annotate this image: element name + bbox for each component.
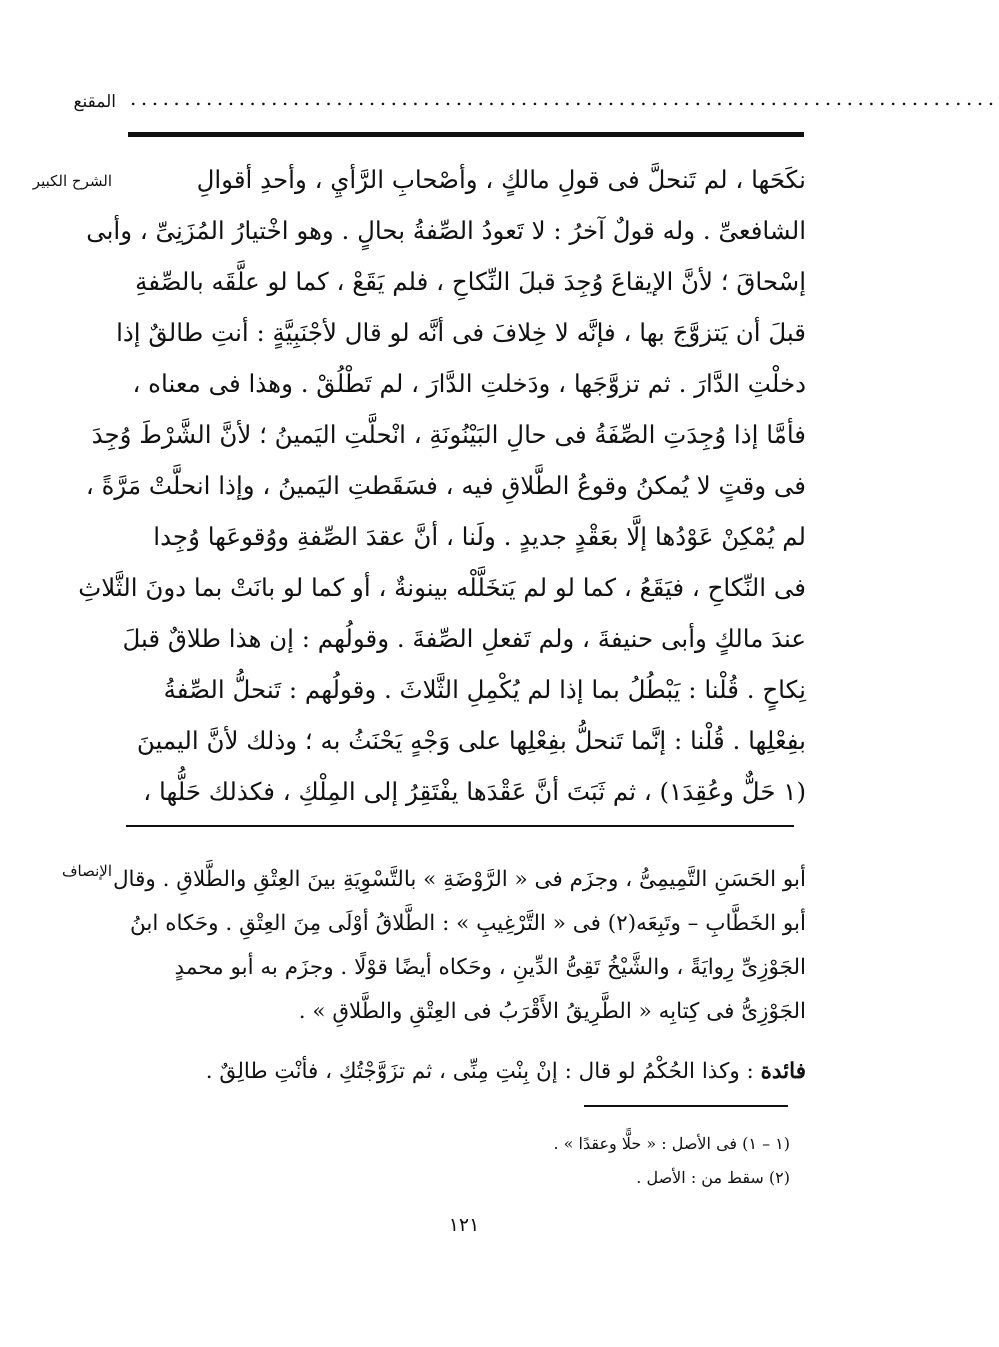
sharh-line: نكَحَها ، لم تَنحلَّ فى قولِ مالكٍ ، وأصْحابِ الرَّأيِ ، وأحدِ أقوالِ: [196, 165, 806, 194]
sharh-line: فى النِّكاحِ ، فيَقَعُ ، كما لو لم يَتخَلَّلْه بينونةٌ ، أو كما لو بانَتْ بما دونَ الثَّلاثِ: [78, 573, 806, 602]
sharh-line: نِكاحٍ . قُلْنا : يَبْطُلُ بما إذا لم يُكْمِلِ الثَّلاثَ . وقولُهم : تَنحلُّ الصِّفةُ: [163, 675, 806, 704]
sharh-line: إسْحاقَ ؛ لأنَّ الإيقاعَ وُجِدَ قبلَ النِّكاحِ ، فلم يَقَعْ ، كما لو علَّقَه بالصِّفةِ: [135, 267, 806, 296]
header-rule: [128, 132, 804, 137]
insaf-line: أبو الخَطَّابِ – وتَبِعَه(٢) فى « التَّرْغِيبِ » : الطَّلاقُ أوْلَى مِنَ العِتْقِ . وحَكاه ابنُ: [130, 911, 806, 936]
sharh-line: عندَ مالكٍ وأبى حنيفةَ ، ولم تَفعلِ الصِّفةَ . وقولُهم : إن هذا طلاقٌ قبلَ: [122, 624, 806, 653]
faida-label: فائدة: [760, 1059, 806, 1084]
insaf-line: أبو الحَسَنِ التَّمِيمِىُّ ، وجزَم فى « الرَّوْضَةِ » بالتَّسْوِيَةِ بينَ العِتْقِ والطَّلاقِ . وقال: [112, 867, 806, 892]
insaf-text-block: [112, 858, 806, 1034]
sharh-line: بفِعْلِها . قُلْنا : إنَّما تَنحلُّ بفِعْلِها على وَجْهٍ يَحْنَثُ به ؛ وذلك لأنَّ اليمينَ: [136, 726, 806, 755]
faida-paragraph: [118, 1050, 806, 1094]
sharh-line: الشافعىِّ . وله قولٌ آخرُ : لا تَعودُ الصِّفةُ بحالٍ . وهو اخْتيارُ المُزَنِىِّ ، وأبى: [86, 216, 806, 245]
sharh-line: (١ حَلٌّ وعُقِدَ١) ، ثم ثَبَتَ أنَّ عَقْدَها يفْتَقِرُ إلى المِلْكِ ، فكذلك حَلُّها ،: [143, 777, 806, 806]
faida-text: : وكذا الحُكْمُ لو قال : إنْ بِنْتِ مِنِّى ، ثم تزَوَّجْتُكِ ، فأنْتِ طالِقٌ .: [205, 1059, 761, 1084]
insaf-section-label: الإنصاف: [61, 862, 112, 880]
footnote-1: (١ – ١) فى الأصل : « حلًّا وعقدًا » .: [553, 1134, 790, 1153]
sharh-line: فأمَّا إذا وُجِدَتِ الصِّفَةُ فى حالِ البَيْنُونَةِ ، انْحلَّتِ اليَمينُ ؛ لأنَّ الشَّرْطَ وُجِدَ: [91, 420, 806, 449]
section-divider: [126, 825, 794, 827]
sharh-text-block: [78, 154, 806, 817]
footnote-2: (٢) سقط من : الأصل .: [636, 1168, 790, 1187]
sharh-line: فى وقتٍ لا يُمكنُ وقوعُ الطَّلاقِ فيه ، فسَقَطتِ اليَمينُ ، وإذا انحلَّتْ مَرَّةً ،: [85, 471, 806, 500]
sharh-line: لم يُمْكِنْ عَوْدُها إلَّا بعَقْدٍ جديدٍ . ولَنا ، أنَّ عقدَ الصِّفةِ ووُقوعَها وُجِدا: [153, 522, 806, 551]
sharh-line: قبلَ أن يَتزوَّجَ بها ، فإنَّه لا خِلافَ فى أنَّه لو قال لأجْنَبِيَّةٍ : أنتِ طالقٌ إذا: [116, 318, 806, 347]
header-dot-leader: ................................................................................: [130, 86, 999, 110]
sharh-line: دخلْتِ الدَّارَ . ثم تزوَّجَها ، ودَخلتِ الدَّارَ ، لم تَطْلُقْ . وهذا فى معناه ،: [132, 369, 806, 398]
book-title: المقنع: [73, 92, 116, 112]
footnote-rule: [584, 1105, 788, 1107]
insaf-line: الجَوْزِىِّ رِوايَةً ، والشَّيْخُ تَقِىُّ الدِّينِ ، وحَكاه أيضًا قوْلًا . وجزَم به أبو محمدٍ: [174, 955, 806, 980]
page-number: ١٢١: [448, 1214, 480, 1236]
insaf-line: الجَوْزِىُّ فى كِتابِه « الطَّرِيقُ الأَقْرَبُ فى العِتْقِ والطَّلاقِ » .: [298, 999, 806, 1024]
sharh-section-label: الشرح الكبير: [32, 172, 112, 190]
